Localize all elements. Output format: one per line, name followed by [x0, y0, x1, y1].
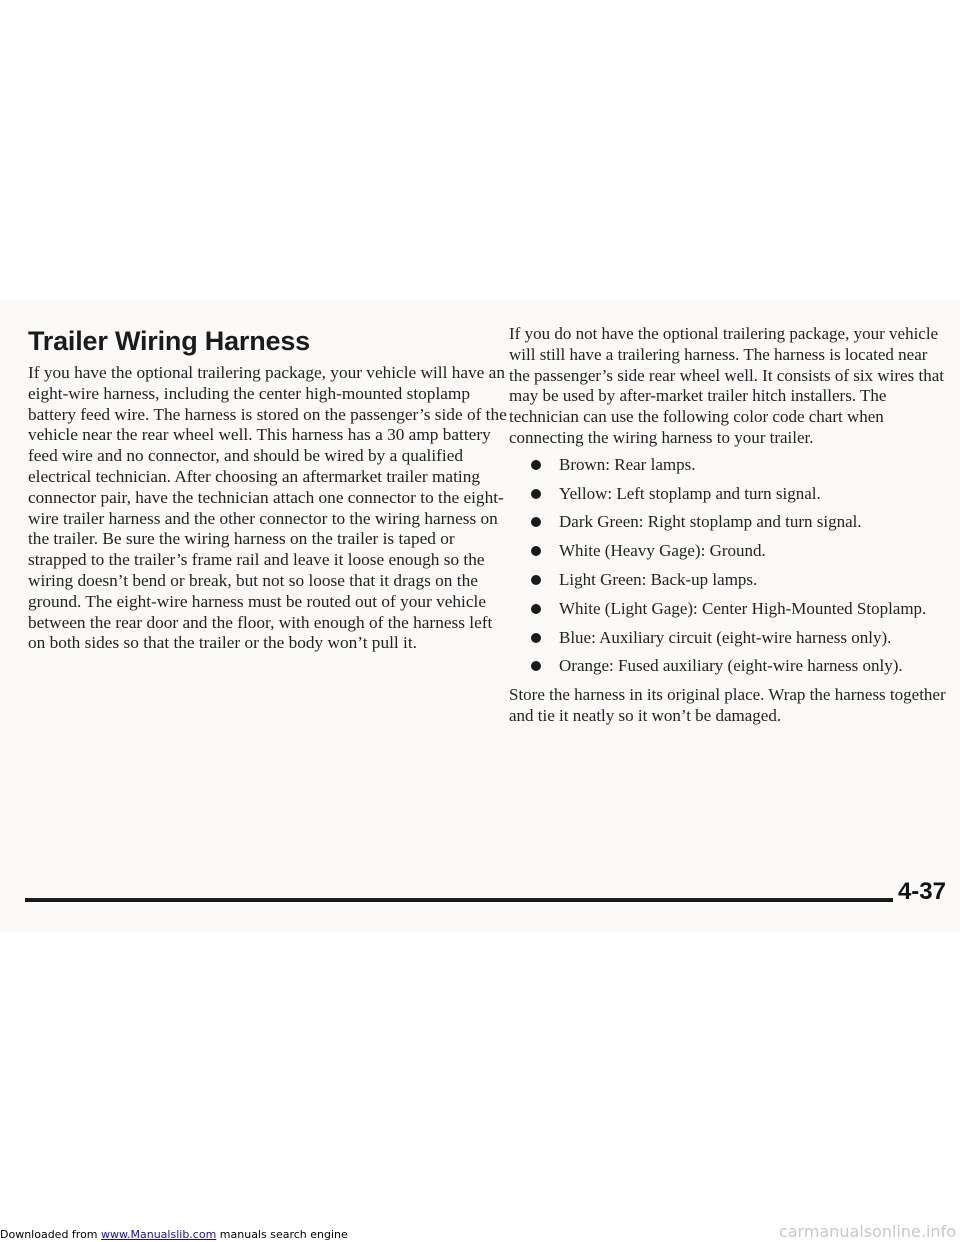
list-item: Dark Green: Right stoplamp and turn signal.: [509, 512, 949, 532]
bullet-icon: [531, 661, 541, 671]
bullet-icon: [531, 633, 541, 643]
list-item: Blue: Auxiliary circuit (eight-wire harness only).: [509, 628, 949, 648]
right-column: [509, 324, 949, 727]
list-item: Light Green: Back-up lamps.: [509, 570, 949, 590]
section-title: Trailer Wiring Harness: [28, 326, 310, 356]
download-footer: Downloaded from www.Manualslib.com manuals search engine: [0, 1228, 348, 1241]
left-column: [28, 324, 508, 654]
footer-rule: [25, 898, 893, 902]
bullet-icon: [531, 604, 541, 614]
closing-paragraph: Store the harness in its original place. Wrap the harness together and tie it neatly so it won’t be damaged.: [509, 685, 946, 725]
intro-paragraph: If you do not have the optional trailering package, your vehicle will still have a trailering harness. The harness is located near the passenger’s side rear wheel well. It consists of six wires that may be used by after-market trailer hitch installers. The technician can use the following color code chart when connecting the wiring harness to your trailer.: [509, 324, 944, 447]
bullet-icon: [531, 489, 541, 499]
bullet-icon: [531, 546, 541, 556]
left-body-paragraph: If you have the optional trailering package, your vehicle will have an eight-wire harness, including the center high-mounted stoplamp battery feed wire. The harness is stored on the passenger’s side of the vehicle near the rear wheel well. This harness has a 30 amp battery feed wire and no connector, and should be wired by a qualified electrical technician. After choosing an aftermarket trailer mating connector pair, have the technician attach one connector to the eight-wire trailer harness and the other connector to the wiring harness on the trailer. Be sure the wiring harness on the trailer is taped or strapped to the trailer’s frame rail and leave it loose enough so the wiring doesn’t bend or break, but not so loose that it drags on the ground. The eight-wire harness must be routed out of your vehicle between the rear door and the floor, with enough of the harness left on both sides so that the trailer or the body won’t pull it.: [28, 363, 507, 653]
bullet-icon: [531, 575, 541, 585]
color-code-list: [509, 455, 949, 677]
list-item: Yellow: Left stoplamp and turn signal.: [509, 484, 949, 504]
list-item: Brown: Rear lamps.: [509, 455, 949, 475]
list-item: Orange: Fused auxiliary (eight-wire harness only).: [509, 656, 949, 676]
list-item: White (Light Gage): Center High-Mounted Stoplamp.: [509, 599, 949, 619]
manualslib-link[interactable]: www.Manualslib.com: [101, 1228, 217, 1241]
bullet-icon: [531, 460, 541, 470]
bullet-icon: [531, 517, 541, 527]
watermark: carmanualsonline.info: [778, 1222, 956, 1241]
page-number: 4-37: [897, 878, 946, 905]
list-item: White (Heavy Gage): Ground.: [509, 541, 949, 561]
